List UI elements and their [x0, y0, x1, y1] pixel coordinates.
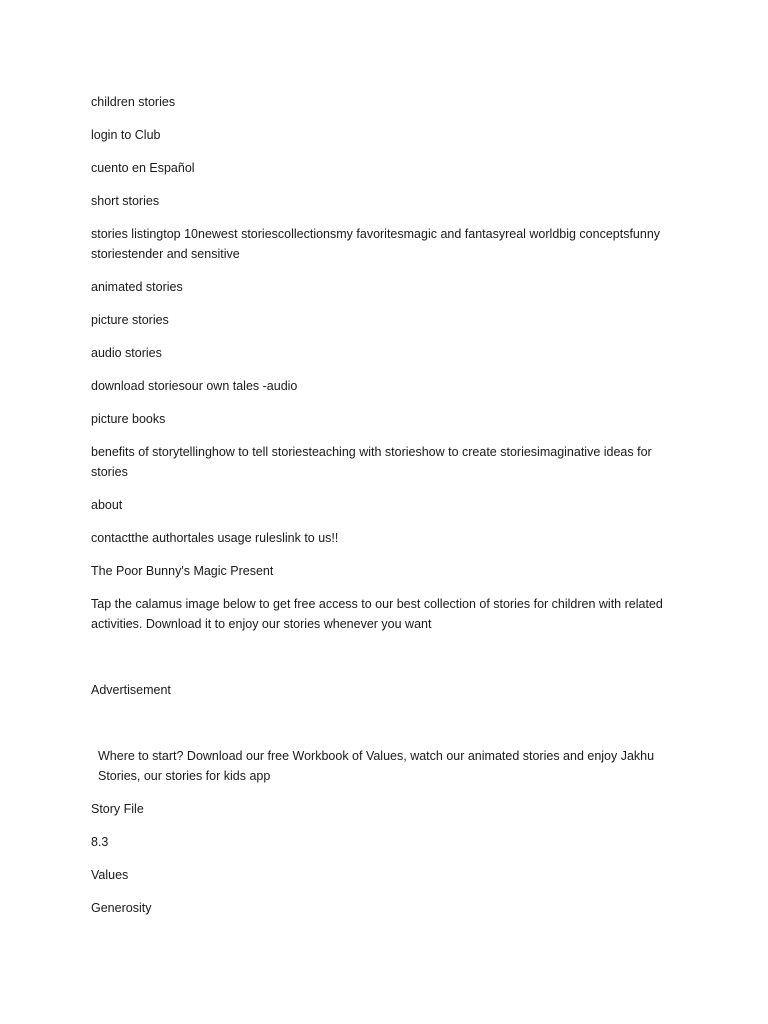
- nav-link-login[interactable]: login to Club: [91, 128, 161, 142]
- nav-link-audio-stories[interactable]: audio stories: [91, 346, 162, 360]
- nav-link-children-stories[interactable]: children stories: [91, 95, 176, 109]
- advertisement-label: Advertisement: [91, 683, 171, 697]
- document-page: [91, 92, 681, 918]
- values-label: Values: [91, 868, 129, 882]
- story-rating: 8.3: [91, 835, 109, 849]
- nav-link-short-stories[interactable]: short stories: [91, 194, 160, 208]
- story-title: The Poor Bunny's Magic Present: [91, 564, 274, 578]
- nav-download-stories[interactable]: download storiesour own tales -audio: [91, 379, 298, 393]
- nav-stories-listing[interactable]: stories listingtop 10newest storiescollectionsmy favoritesmagic and fantasyreal worldbig conceptsfunny storiestender and sensitive: [91, 227, 661, 261]
- story-file-label: Story File: [91, 802, 144, 816]
- nav-storytelling[interactable]: benefits of storytellinghow to tell storiesteaching with storieshow to create storiesimaginative ideas for stories: [91, 445, 652, 479]
- calamus-instructions: Tap the calamus image below to get free access to our best collection of stories for children with related activities. Download it to enjoy our stories whenever you want: [91, 597, 663, 631]
- value-generosity: Generosity: [91, 901, 152, 915]
- nav-link-spanish[interactable]: cuento en Español: [91, 161, 195, 175]
- start-text: Where to start? Download our free Workbook of Values, watch our animated stories and enjoy Jakhu Stories, our stories for kids app: [98, 749, 655, 783]
- nav-link-picture-books[interactable]: picture books: [91, 412, 166, 426]
- nav-link-about[interactable]: about: [91, 498, 123, 512]
- nav-link-animated-stories[interactable]: animated stories: [91, 280, 183, 294]
- nav-contact[interactable]: contactthe authortales usage ruleslink to us!!: [91, 531, 339, 545]
- nav-link-picture-stories[interactable]: picture stories: [91, 313, 169, 327]
